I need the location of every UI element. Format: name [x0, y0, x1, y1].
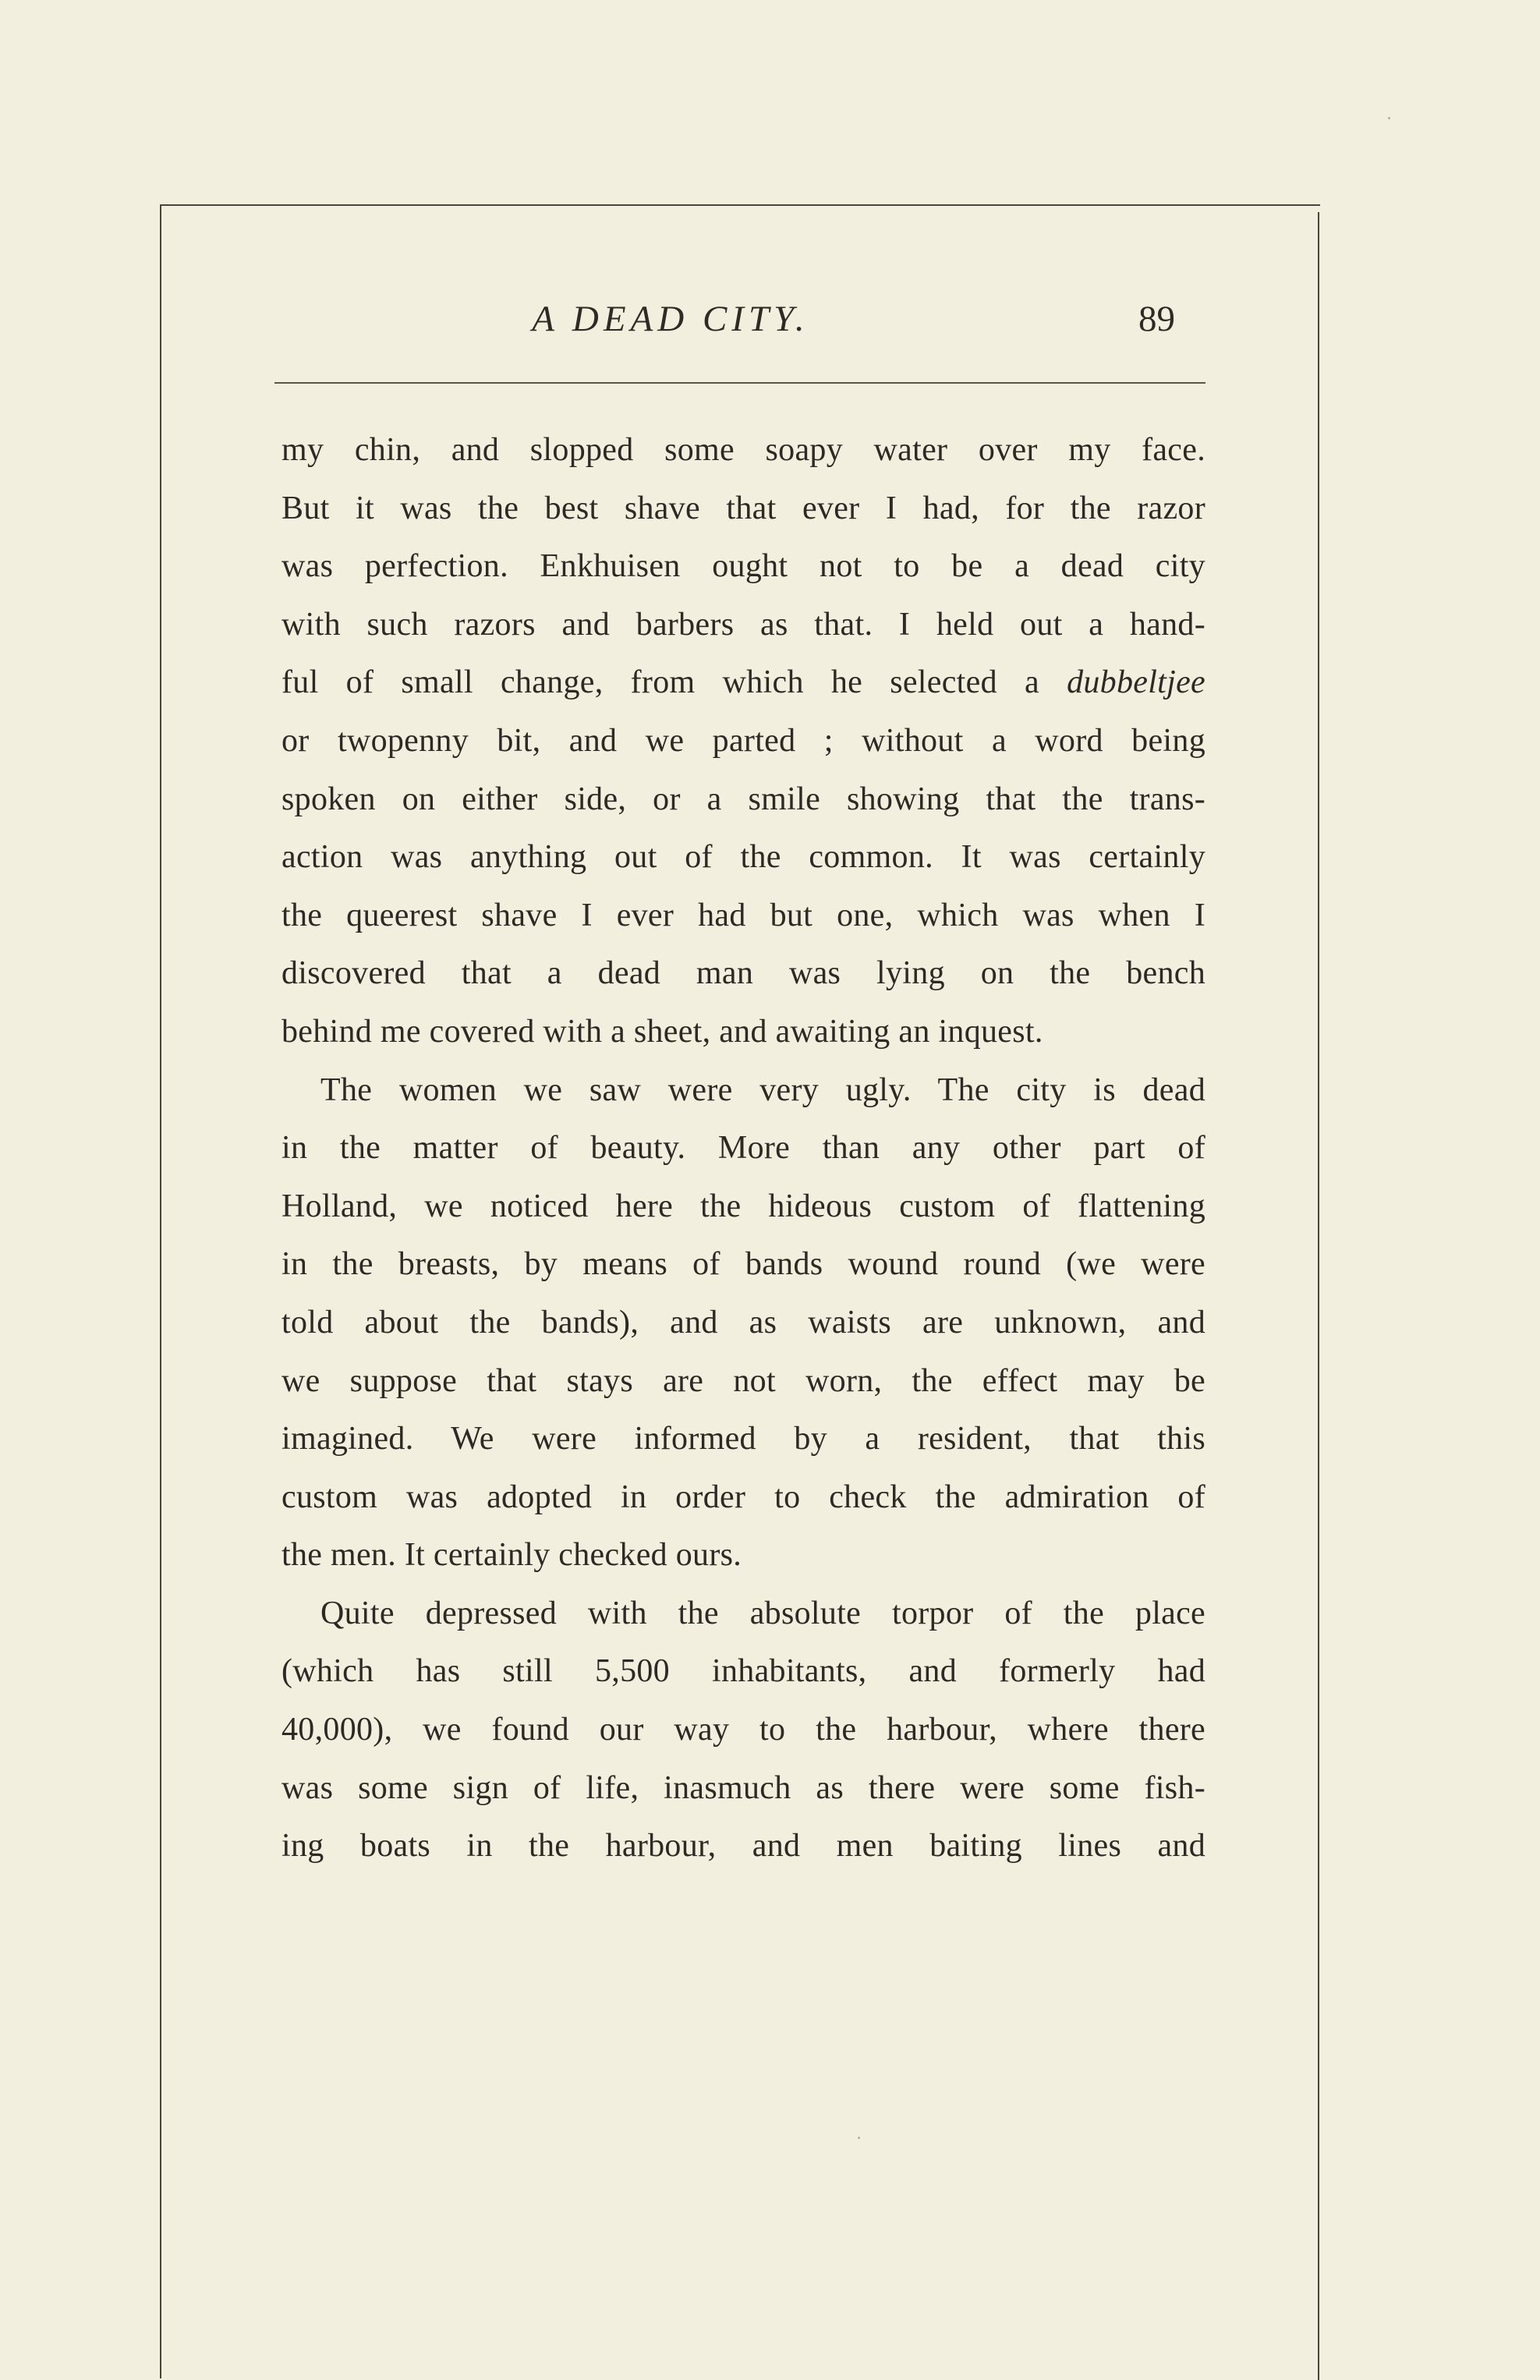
text-line	[281, 828, 1205, 887]
text-segment: 40,000), we found our way to the harbour, where there	[281, 1712, 1205, 1748]
running-title: A DEAD CITY.	[532, 299, 809, 339]
text-line	[281, 712, 1205, 770]
text-line	[281, 1526, 1205, 1585]
frame-right-border	[1318, 212, 1319, 2380]
text-line	[281, 1119, 1205, 1178]
text-line	[281, 1352, 1205, 1411]
text-segment: in the matter of beauty. More than any other part of	[281, 1130, 1205, 1167]
text-segment: The women we saw were very ugly. The city is dead	[320, 1071, 1205, 1108]
text-segment: the queerest shave I ever had but one, which was when I	[281, 897, 1205, 933]
text-line	[281, 944, 1205, 1003]
text-line	[281, 537, 1205, 596]
text-segment: custom was adopted in order to check the admiration of	[281, 1479, 1205, 1515]
text-segment: imagined. We were informed by a resident, that this	[281, 1421, 1205, 1457]
header-rule	[274, 382, 1205, 384]
text-segment: action was anything out of the common. It was certainly	[281, 839, 1205, 876]
text-line	[281, 1061, 1205, 1120]
text-line	[281, 1585, 1205, 1643]
text-line	[281, 1003, 1205, 1061]
text-line	[281, 653, 1205, 712]
text-line	[281, 1294, 1205, 1352]
text-segment: we suppose that stays are not worn, the effect may be	[281, 1362, 1205, 1399]
text-line	[281, 1701, 1205, 1759]
text-segment: the men. It certainly checked ours.	[281, 1537, 742, 1574]
text-segment: Quite depressed with the absolute torpor of the place	[320, 1595, 1205, 1631]
text-segment: ing boats in the harbour, and men baiting lines and	[281, 1828, 1205, 1865]
italic-term: dubbeltjee	[1067, 664, 1205, 701]
text-line	[281, 480, 1205, 538]
text-segment: Holland, we noticed here the hideous custom of flattening	[281, 1188, 1205, 1224]
frame-left-border	[160, 204, 161, 2378]
text-line	[281, 596, 1205, 654]
text-segment: behind me covered with a sheet, and awaiting an inquest.	[281, 1013, 1043, 1050]
text-segment: with such razors and barbers as that. I held out a hand-	[281, 606, 1205, 643]
text-line	[281, 1178, 1205, 1236]
page-number: 89	[1138, 299, 1175, 339]
text-segment: (which has still 5,500 inhabitants, and formerly had	[281, 1653, 1205, 1690]
text-line	[281, 1468, 1205, 1527]
text-segment: spoken on either side, or a smile showing that the trans-	[281, 781, 1205, 817]
paper-speck	[1388, 117, 1390, 119]
text-segment: was some sign of life, inasmuch as there were some fish-	[281, 1769, 1205, 1806]
text-segment: But it was the best shave that ever I had, for the razor	[281, 490, 1205, 526]
text-line	[281, 1235, 1205, 1294]
text-line	[281, 421, 1205, 480]
text-line	[281, 887, 1205, 945]
text-segment: my chin, and slopped some soapy water over my face.	[281, 432, 1205, 468]
text-segment: was perfection. Enkhuisen ought not to be a dead city	[281, 548, 1205, 585]
text-line	[281, 1642, 1205, 1701]
text-line	[281, 1410, 1205, 1468]
paper-speck	[858, 2137, 860, 2139]
text-line	[281, 770, 1205, 829]
body-text	[281, 421, 1205, 1875]
text-segment: told about the bands), and as waists are unknown, and	[281, 1304, 1205, 1341]
text-line	[281, 1817, 1205, 1875]
text-segment: ful of small change, from which he selected a	[281, 664, 1067, 701]
text-line	[281, 1759, 1205, 1818]
text-segment: in the breasts, by means of bands wound round (we were	[281, 1246, 1205, 1283]
frame-top-border	[160, 204, 1320, 206]
text-segment: or twopenny bit, and we parted ; without a word being	[281, 722, 1205, 759]
text-segment: discovered that a dead man was lying on the bench	[281, 955, 1205, 992]
